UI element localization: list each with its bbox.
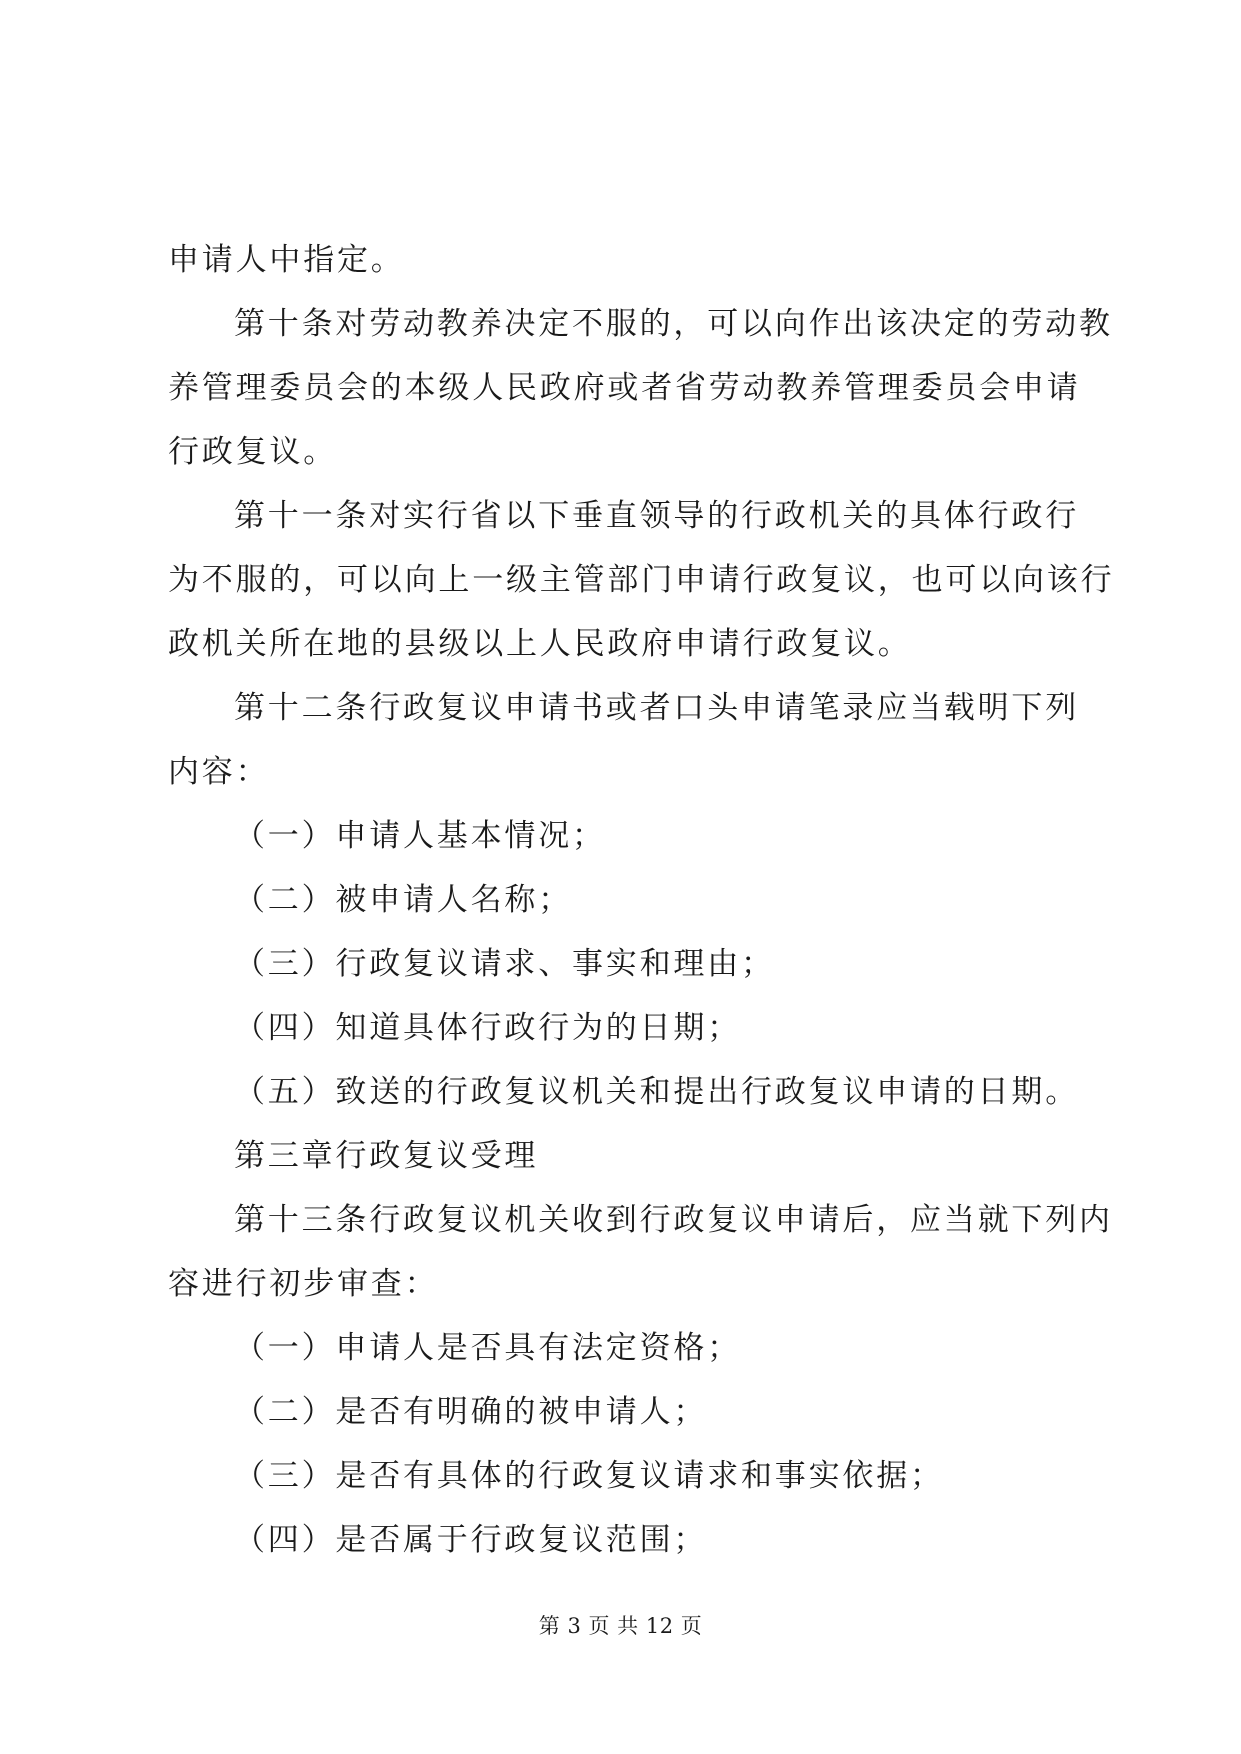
document-line: 政机关所在地的县级以上人民政府申请行政复议。	[168, 626, 912, 662]
document-line: 第十条对劳动教养决定不服的，可以向作出该决定的劳动教	[234, 306, 1113, 342]
document-line: （三）是否有具体的行政复议请求和事实依据；	[234, 1458, 944, 1494]
document-line: 内容：	[168, 754, 270, 790]
document-line: 养管理委员会的本级人民政府或者省劳动教养管理委员会申请	[168, 370, 1081, 406]
document-line: （一）申请人基本情况；	[234, 818, 606, 854]
document-line: （三）行政复议请求、事实和理由；	[234, 946, 775, 982]
document-line: 第十一条对实行省以下垂直领导的行政机关的具体行政行	[234, 498, 1079, 534]
page-footer: 第 3 页 共 12 页	[538, 1614, 703, 1638]
document-line: 第三章行政复议受理	[234, 1138, 539, 1174]
document-body	[168, 228, 1115, 1572]
document-line: 申请人中指定。	[168, 242, 405, 278]
document-line: 行政复议。	[168, 434, 337, 470]
document-line: （五）致送的行政复议机关和提出行政复议申请的日期。	[234, 1074, 1079, 1110]
document-line: （二）被申请人名称；	[234, 882, 572, 918]
document-line: 容进行初步审查：	[168, 1266, 439, 1302]
document-line: （一）申请人是否具有法定资格；	[234, 1330, 741, 1366]
document-line: 为不服的，可以向上一级主管部门申请行政复议，也可以向该行	[168, 562, 1115, 598]
document-line: （四）是否属于行政复议范围；	[234, 1522, 708, 1558]
document-line: 第十三条行政复议机关收到行政复议申请后，应当就下列内	[234, 1202, 1113, 1238]
document-line: 第十二条行政复议申请书或者口头申请笔录应当载明下列	[234, 690, 1079, 726]
document-line: （四）知道具体行政行为的日期；	[234, 1010, 741, 1046]
document-line: （二）是否有明确的被申请人；	[234, 1394, 708, 1430]
